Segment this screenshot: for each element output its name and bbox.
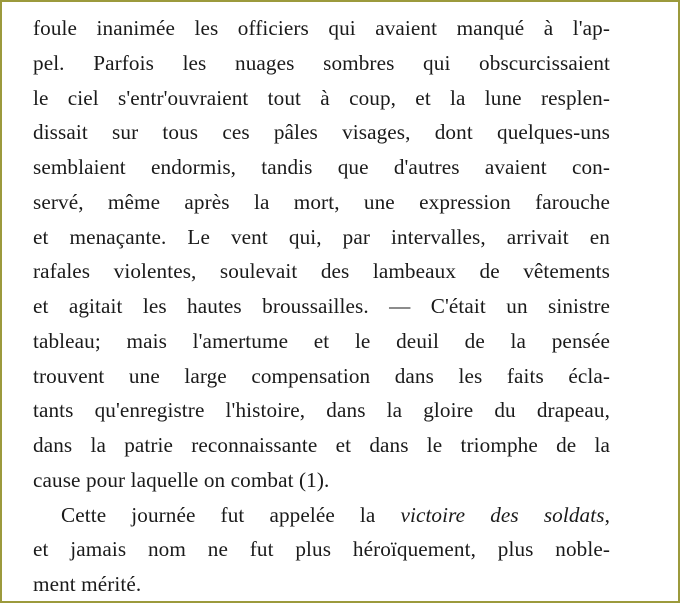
italic-title: victoire des soldats xyxy=(400,502,605,527)
paragraph-2 xyxy=(33,498,610,602)
text-line: semblaient endormis, tandis que d'autres avaient con- xyxy=(33,155,610,179)
book-page-text xyxy=(33,11,610,602)
text-line: rafales violentes, soulevait des lambeaux de vêtements xyxy=(33,259,610,284)
text-segment: , xyxy=(604,502,610,527)
text-line: dans la patrie reconnaissante et dans le triomphe de la xyxy=(33,433,610,457)
text-line: tants qu'enregistre l'histoire, dans la gloire du drapeau, xyxy=(33,398,610,423)
text-line: et agitait les hautes broussailles. — C'était un sinistre xyxy=(33,294,610,318)
text-line: pel. Parfois les nuages sombres qui obscurcissaient xyxy=(33,50,610,75)
text-line: ment mérité. xyxy=(33,572,142,596)
text-line xyxy=(33,498,610,533)
paragraph-1 xyxy=(33,11,610,498)
text-segment: Cette journée fut appelée la xyxy=(61,502,401,527)
text-line: servé, même après la mort, une expression farouche xyxy=(33,189,610,214)
text-line: cause pour laquelle on combat (1). xyxy=(33,467,330,492)
text-line: dissait sur tous ces pâles visages, dont quelques-uns xyxy=(33,120,610,145)
text-line: le ciel s'entr'ouvraient tout à coup, et la lune resplen- xyxy=(33,85,610,110)
text-line: et menaçante. Le vent qui, par intervalles, arrivait en xyxy=(33,224,610,249)
text-line: tableau; mais l'amertume et le deuil de la pensée xyxy=(33,328,610,353)
text-line: trouvent une large compensation dans les faits écla- xyxy=(33,363,610,388)
text-line: et jamais nom ne fut plus héroïquement, plus noble- xyxy=(33,537,610,562)
text-line: foule inanimée les officiers qui avaient manqué à l'ap- xyxy=(33,16,610,40)
